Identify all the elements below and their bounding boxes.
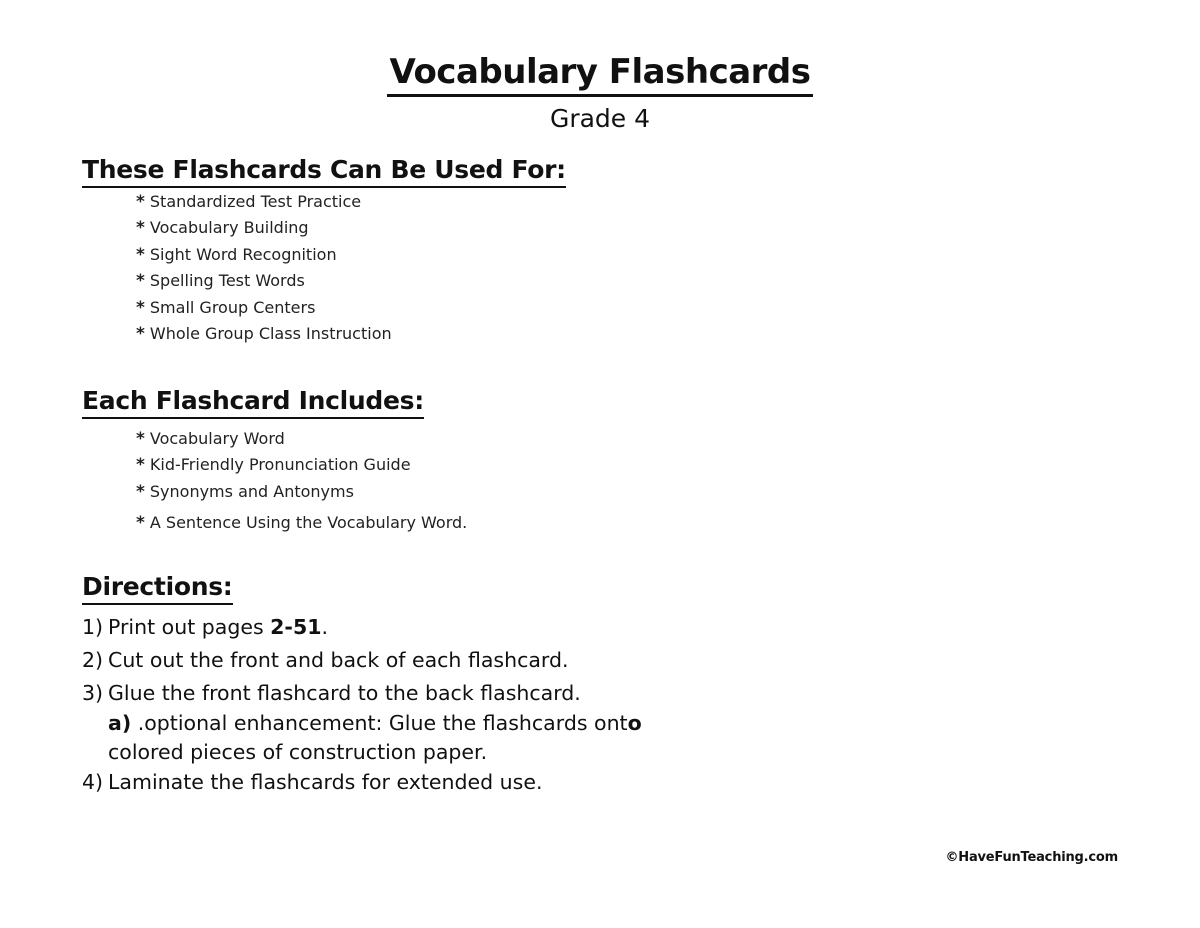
page-title-wrapper [0,50,1200,97]
includes-heading: Each Flashcard Includes: [82,385,424,419]
list-item-text: Spelling Test Words [149,271,305,291]
list-item-text: Standardized Test Practice [149,192,362,211]
step-text: Cut out the front and back of each flashcard. [108,648,569,672]
directions-heading: Directions: [82,571,233,605]
page-range: 2-51 [270,615,322,639]
list-item [136,321,392,347]
step-text-end: . [321,615,329,639]
bullet-star: * [136,429,145,449]
direction-step-4 [82,768,642,798]
copyright-notice: ©HaveFunTeaching.com [945,850,1118,865]
list-item-text: Small Group Centers [149,297,316,317]
list-item-text: Kid-Friendly Pronunciation Guide [149,455,411,475]
bullet-star: * [136,297,145,318]
direction-step-2 [82,646,642,676]
step-text: Glue the front flashcard to the back flashcard. [108,681,581,705]
substep-label: a) [108,710,132,735]
bullet-star: * [136,218,145,239]
includes-list [136,426,467,537]
list-item-text: Whole Group Class Instruction [149,324,392,344]
substep-text-cont: colored pieces of construction paper. [108,740,488,764]
list-item [136,189,392,215]
uses-heading: These Flashcards Can Be Used For: [82,154,566,188]
step-text: Print out pages [108,615,271,639]
bullet-star: * [136,481,145,502]
bullet-star: * [136,324,145,345]
page-subtitle: Grade 4 [549,104,651,133]
step-number: 1) [82,615,104,639]
list-item-text: Vocabulary Word [149,429,285,448]
step-number: 2) [82,648,104,672]
list-item-text: A Sentence Using the Vocabulary Word. [149,513,468,533]
substep-text-last: o [627,710,642,735]
list-item [136,215,392,241]
list-item [136,510,467,536]
list-item [136,268,392,294]
bullet-star: * [136,271,145,292]
list-item-text: Vocabulary Building [149,218,309,238]
step-number: 4) [82,769,104,794]
direction-step-3a [82,709,642,739]
bullet-star: * [136,192,145,212]
list-item [136,479,467,505]
page-title: Vocabulary Flashcards [387,50,812,97]
step-number: 3) [82,681,104,705]
direction-step-3 [82,679,642,709]
uses-list [136,189,392,347]
bullet-star: * [136,455,145,476]
bullet-star: * [136,513,145,534]
list-item [136,452,467,478]
directions-list [82,613,642,797]
bullet-star: * [136,244,145,265]
step-text: Laminate the flashcards for extended use. [108,769,543,794]
list-item [136,426,467,452]
list-item [136,242,392,268]
substep-text: .optional enhancement: Glue the flashcards ont [131,710,628,735]
direction-step-3a-cont [82,738,642,768]
list-item [136,295,392,321]
list-item-text: Synonyms and Antonyms [149,481,354,501]
direction-step-1 [82,613,642,643]
list-item-text: Sight Word Recognition [149,244,337,264]
